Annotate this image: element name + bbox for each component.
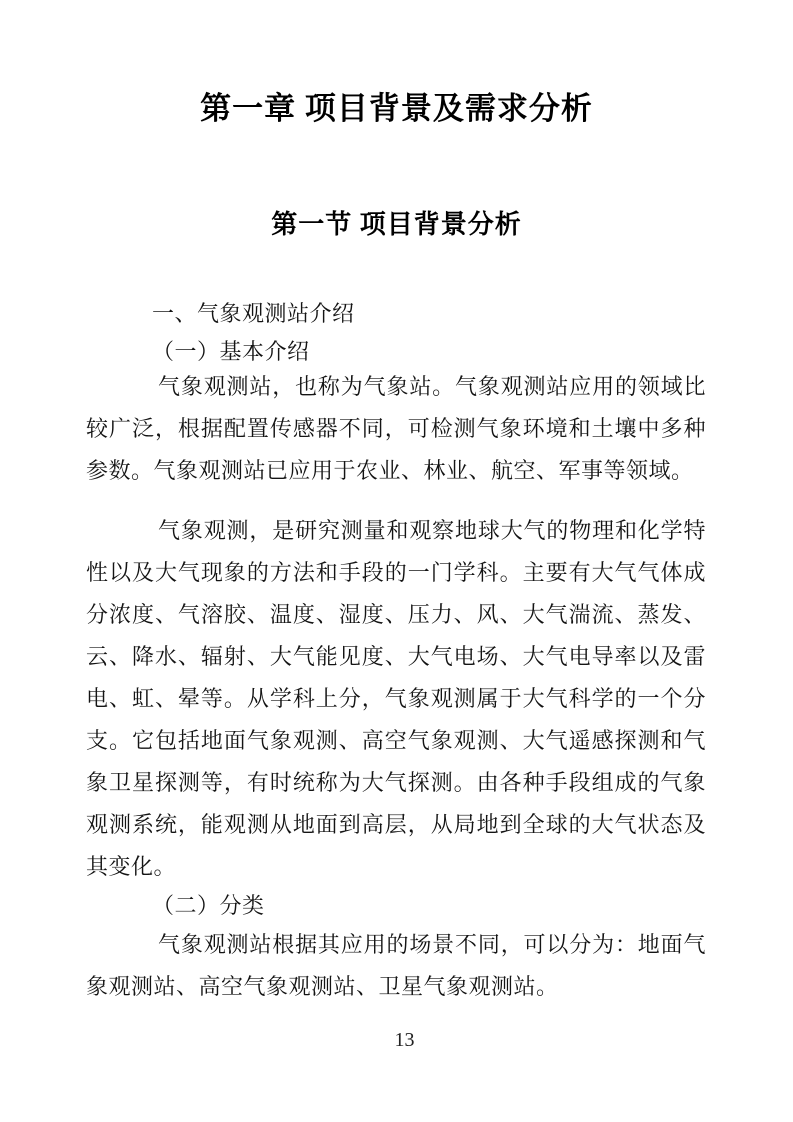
heading-basic-introduction: （一）基本介绍 <box>152 339 310 364</box>
heading-classification: （二）分类 <box>152 893 265 918</box>
section-title: 第一节 项目背景分析 <box>271 210 522 239</box>
page-number: 13 <box>394 1029 415 1051</box>
paragraph-meteorological-observation: 气象观测，是研究测量和观察地球大气的物理和化学特性以及大气现象的方法和手段的一门学科。主要有大气气体成分浓度、气溶胶、温度、湿度、压力、风、大气湍流、蒸发、云、降水、辐射、大气能见度、大气电场、大气电导率以及雷电、虹、晕等。从学科上分，气象观测属于大气科学的一个分支。它包括地面气象观测、高空气象观测、大气遥感探测和气象卫星探测等，有时统称为大气探测。由各种手段组成的气象观测系统，能观测从地面到高层，从局地到全球的大气状态及其变化。 <box>86 518 706 879</box>
paragraph-station-overview: 气象观测站，也称为气象站。气象观测站应用的领域比较广泛，根据配置传感器不同，可检测气象环境和土壤中多种参数。气象观测站已应用于农业、林业、航空、军事等领域。 <box>86 374 706 483</box>
chapter-title: 第一章 项目背景及需求分析 <box>200 91 593 126</box>
paragraph-classification: 气象观测站根据其应用的场景不同，可以分为：地面气象观测站、高空气象观测站、卫星气象观测站。 <box>86 932 706 999</box>
heading-weather-station-intro: 一、气象观测站介绍 <box>152 301 355 326</box>
